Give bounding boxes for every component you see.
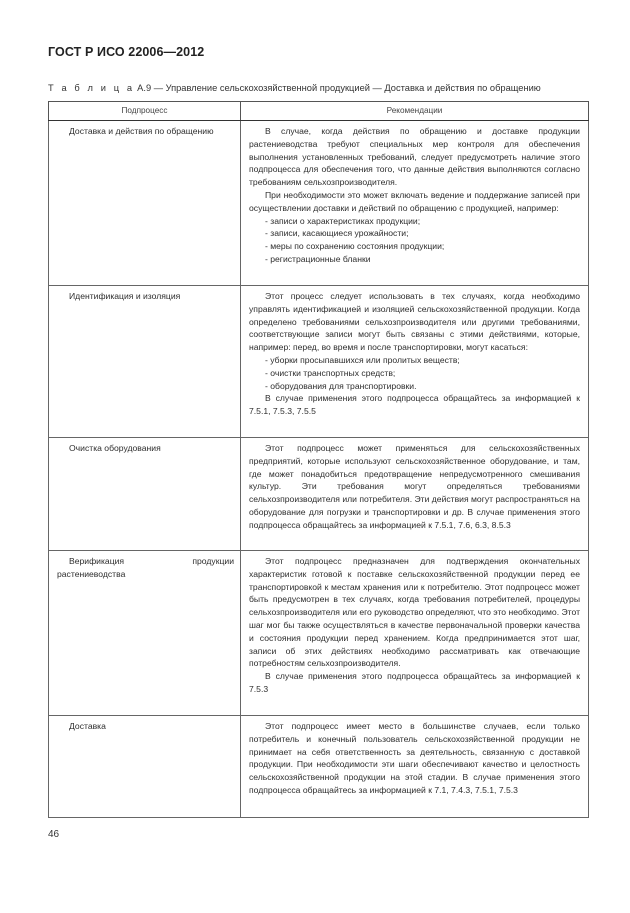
recommendation-cell bbox=[241, 438, 589, 551]
recommendation-cell bbox=[241, 716, 589, 818]
process-cell bbox=[49, 438, 241, 551]
list-item: - меры по сохранению состояния продукции; bbox=[265, 241, 445, 252]
table-row bbox=[49, 286, 589, 438]
list-item: - уборки просыпавшихся или пролитых веществ; bbox=[265, 354, 460, 365]
table-caption-text: А.9 — Управление сельскохозяйственной продукцией — Доставка и действия по обращению bbox=[134, 83, 541, 93]
process-cell bbox=[49, 121, 241, 286]
recommendation-cell bbox=[241, 121, 589, 286]
process-cell bbox=[49, 286, 241, 438]
table-row bbox=[49, 716, 589, 818]
process-name: Верификация продукции растениеводства bbox=[57, 556, 234, 579]
table-row bbox=[49, 551, 589, 716]
recommendation-paragraph: Этот процесс следует использовать в тех случаях, когда необходимо управлять идентификацией и изоляцией сельскохозяйственной продукции. Когда определено требованиями сельхозпроизводителя или другими требованиями, соответствующие записи могут быть связаны с этими действиями, которые, например: перед, во время и после транспортировки, могут касаться: bbox=[249, 291, 580, 353]
recommendation-list bbox=[249, 354, 580, 392]
table-caption bbox=[48, 83, 588, 93]
process-cell bbox=[49, 716, 241, 818]
recommendation-list bbox=[249, 215, 580, 266]
table-row bbox=[49, 438, 589, 551]
recommendation-paragraph: Этот подпроцесс может применяться для сельскохозяйственных предприятий, которые используют сельскохозяйственное оборудование, и там, где может понадобиться предотвращение непредусмотренного смешивания культур. Эти требования могут определяться требованиями сельхозпроизводителя или потребителя. Эти действия могут распространяться на оборудование для погрузки и транспортировки и др. В случае применения этого подпроцесса обращайтесь за информацией к 7.5.1, 7.6, 6.3, 8.5.3 bbox=[249, 443, 580, 530]
list-item: - оборудования для транспортировки. bbox=[265, 380, 417, 391]
process-name: Доставка и действия по обращению bbox=[69, 126, 214, 136]
list-item: - очистки транспортных средств; bbox=[265, 367, 396, 378]
recommendation-paragraph: В случае применения этого подпроцесса обращайтесь за информацией к 7.5.1, 7.5.3, 7.5.5 bbox=[249, 393, 580, 417]
table-caption-label: Т а б л и ц а bbox=[48, 83, 135, 93]
process-name: Очистка оборудования bbox=[69, 443, 161, 453]
column-header-process: Подпроцесс bbox=[49, 102, 241, 121]
recommendation-paragraph: При необходимости это может включать ведение и поддержание записей при осуществлении доставки и действий по обращению с продукцией, например: bbox=[249, 189, 580, 213]
list-item: - регистрационные бланки bbox=[265, 253, 371, 264]
table-row bbox=[49, 121, 589, 286]
recommendation-cell bbox=[241, 286, 589, 438]
recommendation-cell bbox=[241, 551, 589, 716]
list-item: - записи о характеристиках продукции; bbox=[265, 215, 421, 226]
process-name: Идентификация и изоляция bbox=[69, 291, 181, 301]
document-header: ГОСТ Р ИСО 22006—2012 bbox=[48, 45, 205, 59]
table-header-row bbox=[49, 102, 589, 121]
page-number: 46 bbox=[48, 829, 60, 840]
column-header-recommendations: Рекомендации bbox=[241, 102, 589, 121]
process-name: Доставка bbox=[69, 721, 106, 731]
recommendations-table bbox=[48, 101, 589, 818]
recommendation-paragraph: В случае применения этого подпроцесса обращайтесь за информацией к 7.5.3 bbox=[249, 671, 580, 694]
recommendation-paragraph: Этот подпроцесс предназначен для подтверждения окончательных характеристик готовой к поставке сельскохозяйственной продукции перед ее транспортировкой к местам хранения или к потребителю. Этот подпроцесс может быть предусмотрен в тех случаях, когда требования потребителей, процедуры сельхозпроизводителя или его руководство определяют, что это необходимо. Этот шаг мог бы также осуществляться в качестве первоначальной проверки качества и состояния продукции перед хранением. Когда предпринимается этот шаг, записи об этих действиях необходимо рассматривать как отвечающие потребностям сельхозпроизводителя. bbox=[249, 556, 581, 669]
recommendation-paragraph: Этот подпроцесс имеет место в большинстве случаев, если только потребитель и конечный пользователь сельскохозяйственной продукции не принимает на себя ответственность за деятельность, связанную с доставкой продукции. При необходимости эти шаги обеспечивают качество и целостность сельскохозяйственной продукции на этой стадии. В случае применения этого подпроцесса обращайтесь за информацией к 7.1, 7.4.3, 7.5.1, 7.5.3 bbox=[249, 721, 580, 795]
process-cell bbox=[49, 551, 241, 716]
list-item: - записи, касающиеся урожайности; bbox=[265, 228, 409, 239]
recommendation-paragraph: В случае, когда действия по обращению и доставке продукции растениеводства требуют специальных мер контроля для обеспечения выполнения установленных требований, следует предусмотреть наличие этого подпроцесса для обеспечения того, что данные действия выполняются согласно требованиям сельхозпроизводителя. bbox=[249, 126, 580, 188]
